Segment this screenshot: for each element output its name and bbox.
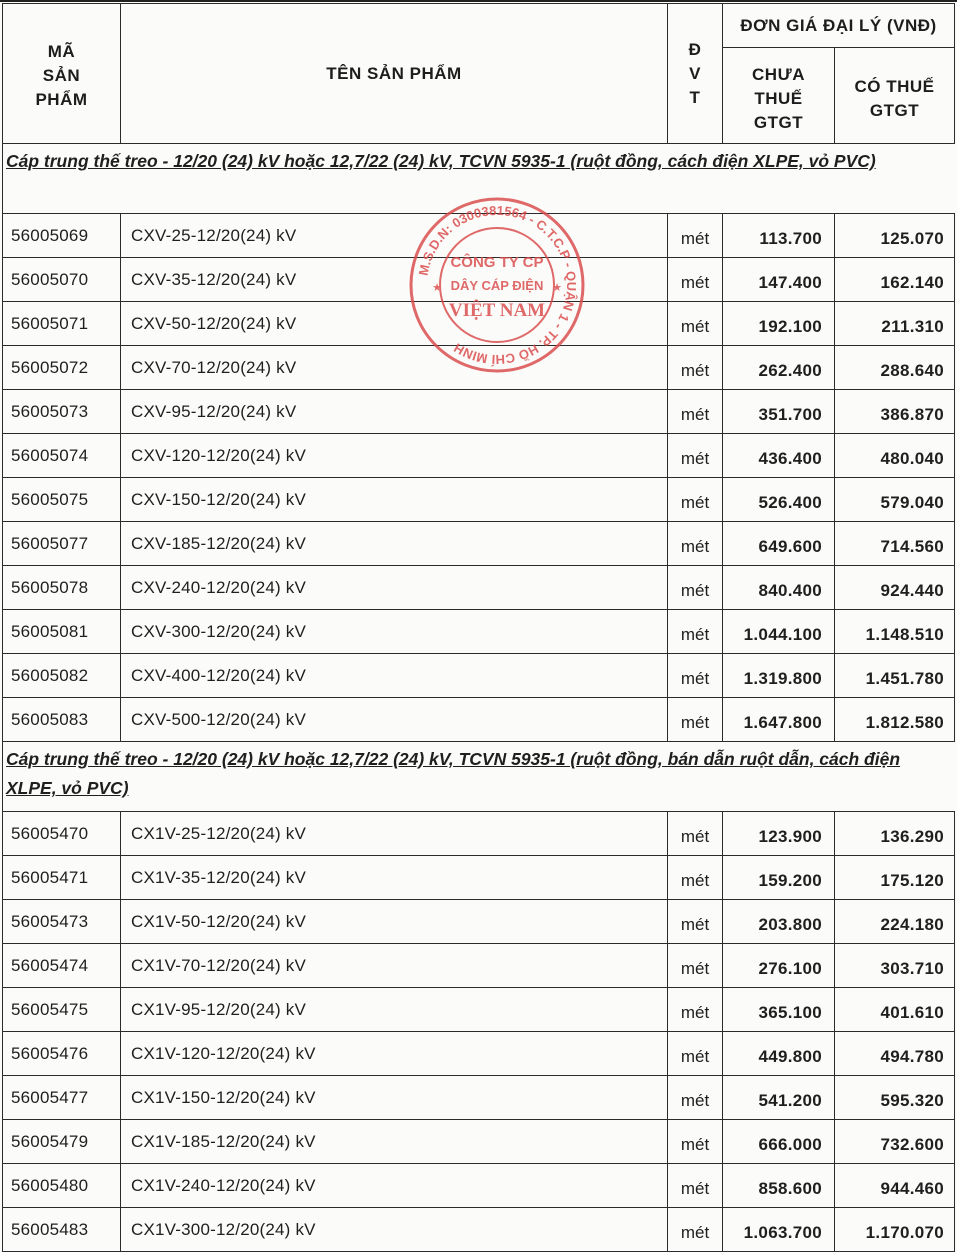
unit-cell: mét bbox=[668, 566, 723, 610]
table-row bbox=[3, 988, 955, 1032]
product-code-cell: 56005470 bbox=[3, 812, 121, 856]
table-row bbox=[3, 812, 955, 856]
seal-star-right-icon: ★ bbox=[552, 282, 562, 294]
price-pre-tax-cell: 858.600 bbox=[723, 1164, 835, 1208]
price-post-tax-cell: 1.148.510 bbox=[835, 610, 955, 654]
product-code-cell: 56005474 bbox=[3, 944, 121, 988]
unit-cell: mét bbox=[668, 856, 723, 900]
table-row bbox=[3, 258, 955, 302]
unit-cell: mét bbox=[668, 1120, 723, 1164]
product-name-cell: CX1V-185-12/20(24) kV bbox=[121, 1120, 668, 1164]
header-product-name: TÊN SẢN PHẨM bbox=[121, 4, 668, 144]
price-post-tax-cell: 162.140 bbox=[835, 258, 955, 302]
price-pre-tax-cell: 840.400 bbox=[723, 566, 835, 610]
unit-cell: mét bbox=[668, 654, 723, 698]
price-post-tax-cell: 579.040 bbox=[835, 478, 955, 522]
product-name-cell: CXV-35-12/20(24) kV bbox=[121, 258, 668, 302]
seal-line-2: DÂY CÁP ĐIỆN bbox=[450, 278, 544, 293]
unit-cell: mét bbox=[668, 900, 723, 944]
header-unit: Đ V T bbox=[668, 4, 723, 144]
price-pre-tax-cell: 123.900 bbox=[723, 812, 835, 856]
unit-cell: mét bbox=[668, 434, 723, 478]
price-pre-tax-cell: 1.044.100 bbox=[723, 610, 835, 654]
price-pre-tax-cell: 147.400 bbox=[723, 258, 835, 302]
product-code-cell: 56005083 bbox=[3, 698, 121, 742]
product-name-cell: CX1V-35-12/20(24) kV bbox=[121, 856, 668, 900]
unit-cell: mét bbox=[668, 988, 723, 1032]
product-code-cell: 56005072 bbox=[3, 346, 121, 390]
unit-cell: mét bbox=[668, 1032, 723, 1076]
price-post-tax-cell: 494.780 bbox=[835, 1032, 955, 1076]
price-pre-tax-cell: 1.647.800 bbox=[723, 698, 835, 742]
header-price-pre-tax: CHƯA THUẾ GTGT bbox=[723, 48, 835, 144]
table-row bbox=[3, 214, 955, 258]
unit-cell: mét bbox=[668, 944, 723, 988]
table-row bbox=[3, 1164, 955, 1208]
unit-cell: mét bbox=[668, 522, 723, 566]
section-row bbox=[3, 144, 955, 214]
product-code-cell: 56005475 bbox=[3, 988, 121, 1032]
price-pre-tax-cell: 276.100 bbox=[723, 944, 835, 988]
price-pre-tax-cell: 1.319.800 bbox=[723, 654, 835, 698]
price-pre-tax-cell: 159.200 bbox=[723, 856, 835, 900]
product-name-cell: CX1V-300-12/20(24) kV bbox=[121, 1208, 668, 1252]
product-name-cell: CX1V-25-12/20(24) kV bbox=[121, 812, 668, 856]
product-name-cell: CXV-120-12/20(24) kV bbox=[121, 434, 668, 478]
product-code-cell: 56005071 bbox=[3, 302, 121, 346]
product-name-cell: CXV-150-12/20(24) kV bbox=[121, 478, 668, 522]
table-row bbox=[3, 1120, 955, 1164]
price-pre-tax-cell: 449.800 bbox=[723, 1032, 835, 1076]
section-title: Cáp trung thế treo - 12/20 (24) kV hoặc 12,7/22 (24) kV, TCVN 5935-1 (ruột đồng, cách điện XLPE, vỏ PVC) bbox=[3, 144, 955, 214]
price-pre-tax-cell: 436.400 bbox=[723, 434, 835, 478]
price-post-tax-cell: 732.600 bbox=[835, 1120, 955, 1164]
seal-line-1: CÔNG TY CP bbox=[450, 254, 544, 271]
unit-cell: mét bbox=[668, 302, 723, 346]
table-row bbox=[3, 698, 955, 742]
price-table bbox=[2, 3, 955, 1252]
price-post-tax-cell: 595.320 bbox=[835, 1076, 955, 1120]
price-post-tax-cell: 303.710 bbox=[835, 944, 955, 988]
product-code-cell: 56005473 bbox=[3, 900, 121, 944]
product-code-cell: 56005081 bbox=[3, 610, 121, 654]
product-name-cell: CXV-70-12/20(24) kV bbox=[121, 346, 668, 390]
product-name-cell: CX1V-50-12/20(24) kV bbox=[121, 900, 668, 944]
product-name-cell: CXV-500-12/20(24) kV bbox=[121, 698, 668, 742]
product-code-cell: 56005476 bbox=[3, 1032, 121, 1076]
price-pre-tax-cell: 351.700 bbox=[723, 390, 835, 434]
product-code-cell: 56005070 bbox=[3, 258, 121, 302]
product-code-cell: 56005069 bbox=[3, 214, 121, 258]
table-row bbox=[3, 434, 955, 478]
price-pre-tax-cell: 541.200 bbox=[723, 1076, 835, 1120]
product-code-cell: 56005483 bbox=[3, 1208, 121, 1252]
price-pre-tax-cell: 262.400 bbox=[723, 346, 835, 390]
table-row bbox=[3, 856, 955, 900]
table-row bbox=[3, 610, 955, 654]
header-product-code: MÃ SẢN PHẨM bbox=[3, 4, 121, 144]
product-name-cell: CX1V-70-12/20(24) kV bbox=[121, 944, 668, 988]
unit-cell: mét bbox=[668, 346, 723, 390]
unit-cell: mét bbox=[668, 1076, 723, 1120]
unit-cell: mét bbox=[668, 610, 723, 654]
product-name-cell: CXV-25-12/20(24) kV bbox=[121, 214, 668, 258]
unit-cell: mét bbox=[668, 698, 723, 742]
table-body bbox=[3, 144, 955, 1252]
header-price-post-tax: CÓ THUẾ GTGT bbox=[835, 48, 955, 144]
table-row bbox=[3, 654, 955, 698]
product-code-cell: 56005479 bbox=[3, 1120, 121, 1164]
price-pre-tax-cell: 113.700 bbox=[723, 214, 835, 258]
price-pre-tax-cell: 666.000 bbox=[723, 1120, 835, 1164]
price-post-tax-cell: 386.870 bbox=[835, 390, 955, 434]
product-code-cell: 56005077 bbox=[3, 522, 121, 566]
product-code-cell: 56005480 bbox=[3, 1164, 121, 1208]
product-code-cell: 56005477 bbox=[3, 1076, 121, 1120]
unit-cell: mét bbox=[668, 1164, 723, 1208]
price-post-tax-cell: 211.310 bbox=[835, 302, 955, 346]
table-row bbox=[3, 566, 955, 610]
price-post-tax-cell: 714.560 bbox=[835, 522, 955, 566]
product-code-cell: 56005075 bbox=[3, 478, 121, 522]
price-post-tax-cell: 480.040 bbox=[835, 434, 955, 478]
product-name-cell: CXV-240-12/20(24) kV bbox=[121, 566, 668, 610]
product-name-cell: CXV-185-12/20(24) kV bbox=[121, 522, 668, 566]
table-row bbox=[3, 478, 955, 522]
price-pre-tax-cell: 526.400 bbox=[723, 478, 835, 522]
product-name-cell: CX1V-240-12/20(24) kV bbox=[121, 1164, 668, 1208]
product-name-cell: CXV-95-12/20(24) kV bbox=[121, 390, 668, 434]
table-row bbox=[3, 346, 955, 390]
table-row bbox=[3, 1076, 955, 1120]
product-name-cell: CXV-300-12/20(24) kV bbox=[121, 610, 668, 654]
unit-cell: mét bbox=[668, 258, 723, 302]
table-row bbox=[3, 522, 955, 566]
price-pre-tax-cell: 365.100 bbox=[723, 988, 835, 1032]
table-row bbox=[3, 1032, 955, 1076]
table-row bbox=[3, 302, 955, 346]
header-price-group: ĐƠN GIÁ ĐẠI LÝ (VNĐ) bbox=[723, 4, 955, 48]
product-name-cell: CX1V-95-12/20(24) kV bbox=[121, 988, 668, 1032]
price-post-tax-cell: 1.812.580 bbox=[835, 698, 955, 742]
product-name-cell: CXV-400-12/20(24) kV bbox=[121, 654, 668, 698]
section-title: Cáp trung thế treo - 12/20 (24) kV hoặc 12,7/22 (24) kV, TCVN 5935-1 (ruột đồng, bán dẫn ruột dẫn, cách điện XLPE, vỏ PVC) bbox=[3, 742, 955, 812]
product-code-cell: 56005074 bbox=[3, 434, 121, 478]
table-row bbox=[3, 390, 955, 434]
product-code-cell: 56005073 bbox=[3, 390, 121, 434]
price-post-tax-cell: 1.170.070 bbox=[835, 1208, 955, 1252]
seal-ring-text: M.S.D.N: 0300381564 - C.T.C.P - QUẬN 1 - TP. HỒ CHÍ MINH bbox=[415, 202, 580, 368]
price-post-tax-cell: 125.070 bbox=[835, 214, 955, 258]
product-name-cell: CXV-50-12/20(24) kV bbox=[121, 302, 668, 346]
price-post-tax-cell: 944.460 bbox=[835, 1164, 955, 1208]
price-post-tax-cell: 288.640 bbox=[835, 346, 955, 390]
unit-cell: mét bbox=[668, 812, 723, 856]
unit-cell: mét bbox=[668, 390, 723, 434]
table-row bbox=[3, 900, 955, 944]
price-pre-tax-cell: 192.100 bbox=[723, 302, 835, 346]
price-pre-tax-cell: 1.063.700 bbox=[723, 1208, 835, 1252]
unit-cell: mét bbox=[668, 478, 723, 522]
unit-cell: mét bbox=[668, 1208, 723, 1252]
product-name-cell: CX1V-120-12/20(24) kV bbox=[121, 1032, 668, 1076]
product-code-cell: 56005082 bbox=[3, 654, 121, 698]
price-post-tax-cell: 401.610 bbox=[835, 988, 955, 1032]
product-name-cell: CX1V-150-12/20(24) kV bbox=[121, 1076, 668, 1120]
section-row bbox=[3, 742, 955, 812]
price-post-tax-cell: 175.120 bbox=[835, 856, 955, 900]
price-post-tax-cell: 1.451.780 bbox=[835, 654, 955, 698]
table-row bbox=[3, 944, 955, 988]
price-post-tax-cell: 924.440 bbox=[835, 566, 955, 610]
price-post-tax-cell: 224.180 bbox=[835, 900, 955, 944]
table-row bbox=[3, 1208, 955, 1252]
price-pre-tax-cell: 649.600 bbox=[723, 522, 835, 566]
product-code-cell: 56005471 bbox=[3, 856, 121, 900]
unit-cell: mét bbox=[668, 214, 723, 258]
product-code-cell: 56005078 bbox=[3, 566, 121, 610]
price-pre-tax-cell: 203.800 bbox=[723, 900, 835, 944]
seal-line-3: VIỆT NAM bbox=[448, 300, 546, 321]
seal-star-left-icon: ★ bbox=[432, 282, 442, 294]
price-post-tax-cell: 136.290 bbox=[835, 812, 955, 856]
table-header bbox=[3, 4, 955, 144]
